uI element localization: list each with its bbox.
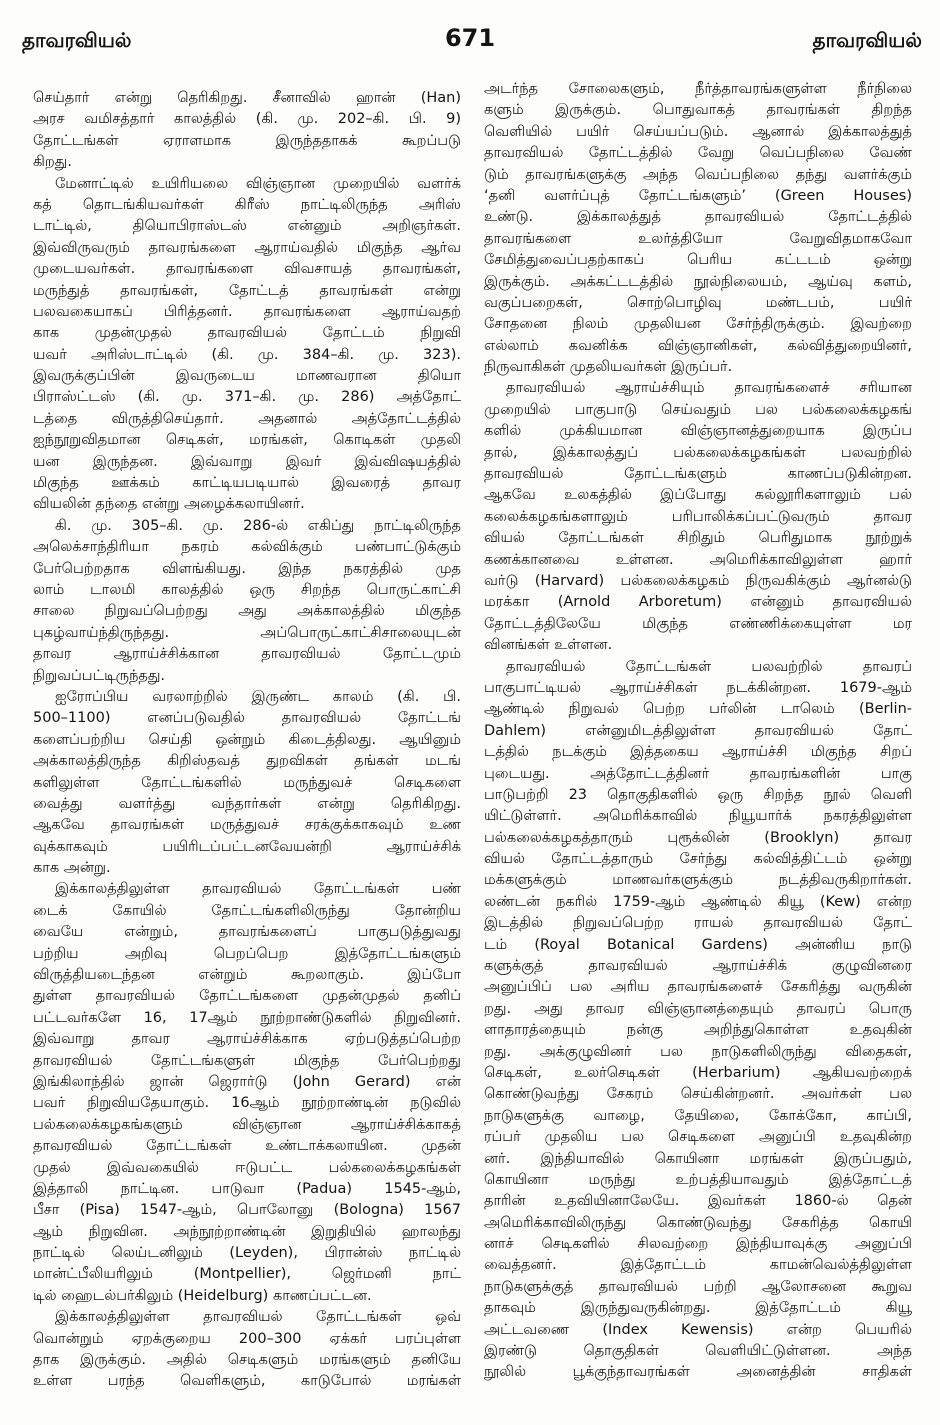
text-line: முறையில் பாகுபாடு செய்வதும் பல பல்கலைக்கழகங் [484, 401, 912, 418]
text-line: கொண்டுவந்து சேகரம் செய்கின்றனர். அவர்கள் பல [484, 1086, 912, 1103]
text-line: வெளியில் பயிர் செய்யப்படும். ஆனால் இக்காலத்துத் [484, 123, 912, 140]
text-line: வியல் தோட்டத்தாரும் சேர்ந்து கல்வித்திட்டம் ஒன்று [484, 851, 912, 868]
text-line: உண்டு. இக்காலத்துத் தாவரவியல் தோட்டத்தில் [484, 209, 912, 226]
text-line: டும் தாவரங்களுக்கு அந்த வெப்பநிலை தந்து வளர்க்கும் [484, 166, 912, 183]
text-line: சோதனை நிலம் முதலியன சேர்ந்திருக்கும். இவற்றை [484, 316, 912, 333]
text-line: மரக்கா (Arnold Arboretum) என்னும் தாவரவியல் [484, 594, 912, 611]
text-line: இக்காலத்திலுள்ள தாவரவியல் தோட்டங்கள் பண் [55, 881, 461, 898]
text-line: பற்றிய அறிவு பெறப்பெற இத்தோட்டங்களும் [33, 945, 461, 962]
text-line: றது. அது தாவர விஞ்ஞானத்தையும் தாவரப் பொரு [484, 1000, 912, 1017]
text-line: புகழ்வாய்ந்திருந்தது. அப்பொருட்காட்சிசாலையுடன் [33, 624, 461, 641]
text-line: களிலுள்ள தோட்டங்களில் மருந்துவச் செடிகளை [33, 774, 461, 791]
text-line: மக்களுக்கும் மாணவர்களுக்கும் நடத்திவருகிறார்கள். [484, 872, 912, 889]
text-line: னாச் செடிகளில் சிலவற்றை இந்தியாவுக்கு அனுப்பி [484, 1236, 912, 1253]
text-line: ஐரோப்பிய வரலாற்றில் இருண்ட காலம் (கி. பி. [55, 688, 461, 705]
text-line: வுக்காகவும் பயிரிடப்பட்டனவேயன்றி ஆராய்ச்சிக் [33, 838, 461, 855]
text-line: நாட்டில் லெய்டனிலும் (Leyden), பிரான்ஸ் நாட்டில் [33, 1245, 461, 1262]
text-line: களில் முக்கியமான விஞ்ஞானத்துறையாக இருப்ப [484, 423, 912, 440]
text-line: தாவரவியல் தோட்டங்களுள் மிகுந்த பேர்பெற்றது [33, 1052, 461, 1069]
text-line: தாவர ஆராய்ச்சிக்கான தாவரவியல் தோட்டமும் [33, 646, 461, 663]
text-line: அமெரிக்காவிலிருந்து கொண்டுவந்து சேகரித்த கொயி [484, 1214, 912, 1231]
text-line: வைத்து வளர்த்து வந்தார்கள் என்று தெரிகிறது. [33, 795, 461, 812]
text-line: இங்கிலாந்தில் ஜான் ஜெரார்டு (John Gerard) என் [33, 1073, 461, 1090]
text-line: மருந்துத் தாவரங்கள், தோட்டத் தாவரங்கள் என்று [33, 282, 461, 299]
text-line: இருக்கும். அக்கட்டடத்தில் நூல்நிலையம், ஆய்வு களம், [484, 273, 912, 290]
text-line: காக முதன்முதல் தாவரவியல் தோட்டம் நிறுவி [33, 325, 461, 342]
text-line: தாவரவியல் தோட்டங்களும் காணப்படுகின்றன. [484, 466, 912, 483]
text-line: பலவகையாகப் பிரித்தனர். தாவரங்களை ஆராய்வதற் [33, 303, 461, 320]
text-line: கத் தொடங்கியவர்கள் கிரீஸ் நாட்டிலிருந்த அரிஸ் [33, 196, 461, 213]
text-line: டில் ஹைடல்பர்கிலும் (Heidelburg) காணப்பட்டன. [33, 1287, 372, 1304]
text-line: டாட்டில், தியொபிராஸ்டஸ் என்னும் அறிஞர்கள். [33, 218, 461, 235]
text-line: டத்தை விருத்திசெய்தார். அதனால் அத்தோட்டத்தில் [33, 410, 461, 427]
text-line: தோட்டங்கள் ஏராளமாக இருந்ததாகக் கூறப்படு [33, 132, 461, 149]
text-line: கி. மு. 305–கி. மு. 286-ல் எகிப்து நாட்டிலிருந்த [55, 517, 461, 534]
text-line: உள்ள பரந்த வெளிகளும், காடுபோல் மரங்கள் [33, 1373, 461, 1390]
text-line: புடையது. அத்தோட்டத்தினர் தாவரங்களின் பாகு [484, 765, 912, 782]
text-line: தால், இக்காலத்துப் பல்கலைக்கழகங்கள் பலவற்றில் [484, 444, 912, 461]
text-line: சேமித்துவைப்பதற்காகப் பெரிய கட்டடம் ஒன்று [484, 252, 912, 269]
text-line: இவ்வாறு தாவர ஆராய்ச்சிக்காக ஏற்படுத்தப்பெற்ற [33, 1031, 461, 1048]
text-line: Dahlem) என்னுமிடத்திலுள்ள தாவரவியல் தோட் [484, 722, 912, 739]
text-line: 500–1100) எனப்படுவதில் தாவரவியல் தோட்டங் [33, 710, 461, 727]
running-head-right: தாவரவியல் [812, 28, 922, 52]
text-line: ரப்பர் முதலிய பல செடிகளை அனுப்பி உதவுகின்ற [484, 1129, 912, 1146]
text-line: தாவரங்களை உலர்த்தியோ வேறுவிதமாகவோ [484, 230, 912, 247]
text-line: பிராஸ்ட்டஸ் (கி. மு. 371–கி. மு. 286) அத்தோட் [33, 389, 461, 406]
text-line: தாக இருக்கும். அதில் செடிகளும் மரங்களும் தனியே [33, 1352, 461, 1369]
text-line: ஆண்டில் நிறுவல் பெற்ற பர்லின் டாலெம் (Berlin- [484, 701, 912, 718]
text-line: அரச வமிசத்தார் காலத்தில் (கி. மு. 202–கி. பி. 9) [33, 111, 461, 128]
text-line: காக அன்று. [33, 860, 111, 877]
text-line: மிகுந்த ஊக்கம் காட்டியபடியால் இவரைத் தாவர [33, 475, 461, 492]
text-line: ஆகவே தாவரங்கள் மருத்துவச் சரக்குக்காகவும் உண [33, 817, 461, 834]
text-line: விருத்தியடைந்தன என்றும் கூறலாகும். இப்போ [33, 967, 461, 984]
text-line: நிருவாகிகள் முதலியவர்கள் இருப்பர். [484, 359, 733, 376]
text-line: வையே என்றும், தாவரங்களைப் பாகுபடுத்துவது [33, 924, 461, 941]
text-line: செய்தார் என்று தெரிகிறது. சீனாவில் ஹான் (Han) [33, 90, 461, 106]
text-line: பல்கலைக்கழகங்களும் விஞ்ஞான ஆராய்ச்சிக்காகத் [33, 1116, 461, 1133]
text-line: தாவரவியல் தோட்டங்கள் பலவற்றில் தாவரப் [506, 658, 912, 675]
text-line: பட்டவர்களே 16, 17ஆம் நூற்றாண்டுகளில் நிறுவினர். [33, 1009, 461, 1026]
text-line: அலெக்சாந்திரியா நகரம் கல்விக்கும் பண்பாட்டுக்கும் [33, 539, 461, 556]
text-line: தாவரவியல் தோட்டங்கள் உண்டாக்கலாயின. முதன் [33, 1138, 461, 1155]
text-line: யன இருந்தன. இவ்வாறு இவர் இவ்விஷயத்தில் [33, 453, 461, 470]
text-line: இக்காலத்திலுள்ள தாவரவியல் தோட்டங்கள் ஒவ் [55, 1309, 461, 1326]
text-line: டம் (Royal Botanical Gardens) அன்னிய நாடு [484, 936, 912, 953]
text-line: கிறது. [33, 154, 72, 171]
text-line: பாடுபற்றி 23 தொகுதிகளில் ஒரு சிறந்த நூல் வெளி [484, 786, 912, 803]
text-line: பேர்பெற்றதாக விளங்கியது. இந்த நகரத்தில் முத [33, 560, 461, 577]
text-line: யிட்டுள்ளர். அமெரிக்காவில் நியூயார்க் நகரத்திலுள்ள [484, 808, 912, 825]
text-line: ஆம் நிறுவின. அந்நூற்றாண்டின் இறுதியில் ஹாலந்து [33, 1223, 461, 1240]
text-line: னர். இந்தியாவில் கொயினா மரங்கள் இருப்பதும், [484, 1150, 912, 1167]
text-line: எல்லாம் கவனிக்க விஞ்ஞானிகள், கல்வித்துறையினர், [484, 337, 912, 354]
text-line: றது. அக்குழுவினர் பல நாடுகளிலிருந்து விதைகள், [484, 1043, 912, 1060]
text-line: தாவரவியல் ஆராய்ச்சியும் தாவரங்களைச் சரியான [506, 380, 912, 397]
text-line: களைப்பற்றிய செய்தி ஒன்றும் கிடைத்திலது. ஆயினும் [33, 731, 461, 748]
text-line: பவர் நிறுவியதேயாகும். 16ஆம் நூற்றாண்டின் நடுவில் [33, 1095, 461, 1112]
text-line: லாம் டாலமி காலத்தில் ஒரு சிறந்த பொருட்காட்சி [33, 581, 461, 598]
text-line: ஐந்நூறுவிதமான செடிகள், மரங்கள், கொடிகள் முதலி [33, 432, 461, 449]
text-line: களும் இருக்கும். பொதுவாகத் தாவரங்கள் திறந்த [484, 102, 912, 119]
text-line: பாகுபாட்டியல் ஆராய்ச்சிகள் நடக்கின்றன. 1679-ஆம் [484, 679, 912, 696]
text-line: செடிகள், உலர்செடிகள் (Herbarium) ஆகியவற்றைக் [484, 1064, 912, 1081]
text-line: களுக்குத் தாவரவியல் ஆராய்ச்சிக் குழுவினரை [484, 958, 912, 975]
text-line: லண்டன் நகரில் 1759-ஆம் ஆண்டில் கியூ (Kew) என்ற [484, 893, 912, 910]
text-line: நிறுவப்பட்டிருந்தது. [33, 667, 166, 684]
text-line: தாரின் உதவியினாலேயே. இவர்கள் 1860-ல் தென் [484, 1193, 912, 1210]
right-column [484, 79, 912, 1384]
text-line: அனுப்பிப் பல அரிய தாவரங்களைச் சேகரித்து வருகின் [484, 979, 912, 996]
page-number: 671 [444, 24, 496, 52]
text-line: வியலின் தந்தை என்று அழைக்கலாயினர். [33, 496, 305, 513]
text-line: முடையவர்கள். தாவரங்களை விவசாயத் தாவரங்கள், [33, 261, 461, 278]
text-line: தாவரவியல் தோட்டத்தில் வேறு வெப்பநிலை வேண் [484, 145, 912, 162]
text-line: வியல் தோட்டங்கள் சிறிதும் பெரிதுமாக நூற்றுக் [484, 530, 912, 547]
left-column [33, 88, 461, 1393]
text-line: வைத்தனர். இத்தோட்டம் காமன்வெல்த்திலுள்ள [484, 1257, 912, 1274]
text-line: இவருக்குப்பின் இவருடைய மாணவரான தியொ [33, 368, 461, 385]
text-line: ‘தனி வளர்ப்புத் தோட்டங்களும்’ (Green Houses) [484, 187, 912, 204]
text-line: அட்டவணை (Index Kewensis) என்ற பெயரில் [484, 1321, 912, 1338]
text-line: கலைக்கழகங்களாலும் பரிபாலிக்கப்பட்டுவரும் தாவர [484, 508, 912, 525]
text-line: இடத்தில் நிறுவப்பெற்ற ராயல் தாவரவியல் தோட் [484, 915, 912, 932]
text-line: தாகவும் இருந்துவருகின்றது. இத்தோட்டம் கியூ [484, 1300, 912, 1317]
text-line: அக்காலத்திருந்த கிறிஸ்தவத் துறவிகள் தங்கள் மடங் [33, 753, 461, 770]
text-line: வகுப்பறைகள், சொற்பொழிவு மண்டபம், பயிர் [484, 294, 912, 311]
text-line: இரண்டு தொகுதிகள் வெளியிட்டுள்ளன. அந்த [484, 1343, 912, 1360]
text-line: பீசா (Pisa) 1547-ஆம், பொலோனு (Bologna) 1567 [33, 1202, 461, 1219]
text-line: ஆகவே உலகத்தில் இப்போது கல்லூரிகளாலும் பல் [484, 487, 912, 504]
text-line: துள்ள தாவரவியல் தோட்டங்களை முதன்முதல் தனிப் [33, 988, 461, 1005]
text-line: முதல் இவ்வகையில் ஈடுபட்ட பல்கலைக்கழகங்கள் [33, 1159, 461, 1176]
text-line: சாலை நிறுவப்பெற்றது அது அக்காலத்தில் மிகுந்த [33, 603, 461, 620]
text-line: வர்டு (Harvard) பல்கலைக்கழகம் நிருவகிக்கும் ஆர்னல்டு [484, 572, 912, 589]
text-line: இத்தாலி நாட்டின. பாடுவா (Padua) 1545-ஆம், [33, 1180, 461, 1197]
text-line: வினங்கள் உள்ளன. [484, 637, 613, 654]
text-line: அடர்ந்த சோலைகளும், நீர்த்தாவரங்களுள்ள நீர்நிலை [484, 81, 912, 97]
text-line: கொயினா மருந்து உற்பத்தியாவதும் இத்தோட்டத் [484, 1171, 912, 1188]
text-line: நாடுகளுக்கு வாழை, தேயிலை, கோக்கோ, காப்பி, [484, 1107, 912, 1124]
text-line: நாடுகளுக்குத் தாவரவியல் பற்றி ஆலோசனை கூறுவ [484, 1278, 912, 1295]
text-line: இவ்விருவரும் தாவரங்களை ஆராய்வதில் மிகுந்த ஆர்வ [33, 239, 461, 256]
text-line: டைக் கோயில் தோட்டங்களிலிருந்து தோன்றிய [33, 902, 461, 919]
text-line: வொன்றும் ஏறக்குறைய 200–300 ஏக்கர் பரப்புள்ள [33, 1330, 461, 1347]
text-line: பல்கலைக்கழகத்தாரும் புரூக்லின் (Brooklyn) தாவர [484, 829, 912, 846]
text-line: ளாதாரத்தையும் நன்கு அறிந்துகொள்ள உதவுகின் [484, 1022, 912, 1039]
text-line: தோட்டத்திலேயே மிகுந்த எண்ணிக்கையுள்ள மர [484, 615, 912, 632]
text-line: நூலில் பூக்குந்தாவரங்கள் அனைத்தின் சாதிகள் [484, 1364, 912, 1381]
text-line: யவர் அரிஸ்டாட்டில் (கி. மு. 384–கி. மு. 323). [33, 346, 461, 363]
text-line: மேனாட்டில் உயிரியலை விஞ்ஞான முறையில் வளர்க் [55, 175, 461, 192]
text-line: கணக்கானவை உள்ளன. அமெரிக்காவிலுள்ள ஹார் [484, 551, 912, 568]
text-line: டத்தில் நடக்கும் இத்தகைய ஆராய்ச்சி மிகுந்த சிறப் [484, 744, 912, 761]
running-head-left: தாவரவியல் [22, 28, 132, 52]
text-line: மான்ட்பீலியரிலும் (Montpellier), ஜெர்மனி நாட் [33, 1266, 461, 1283]
